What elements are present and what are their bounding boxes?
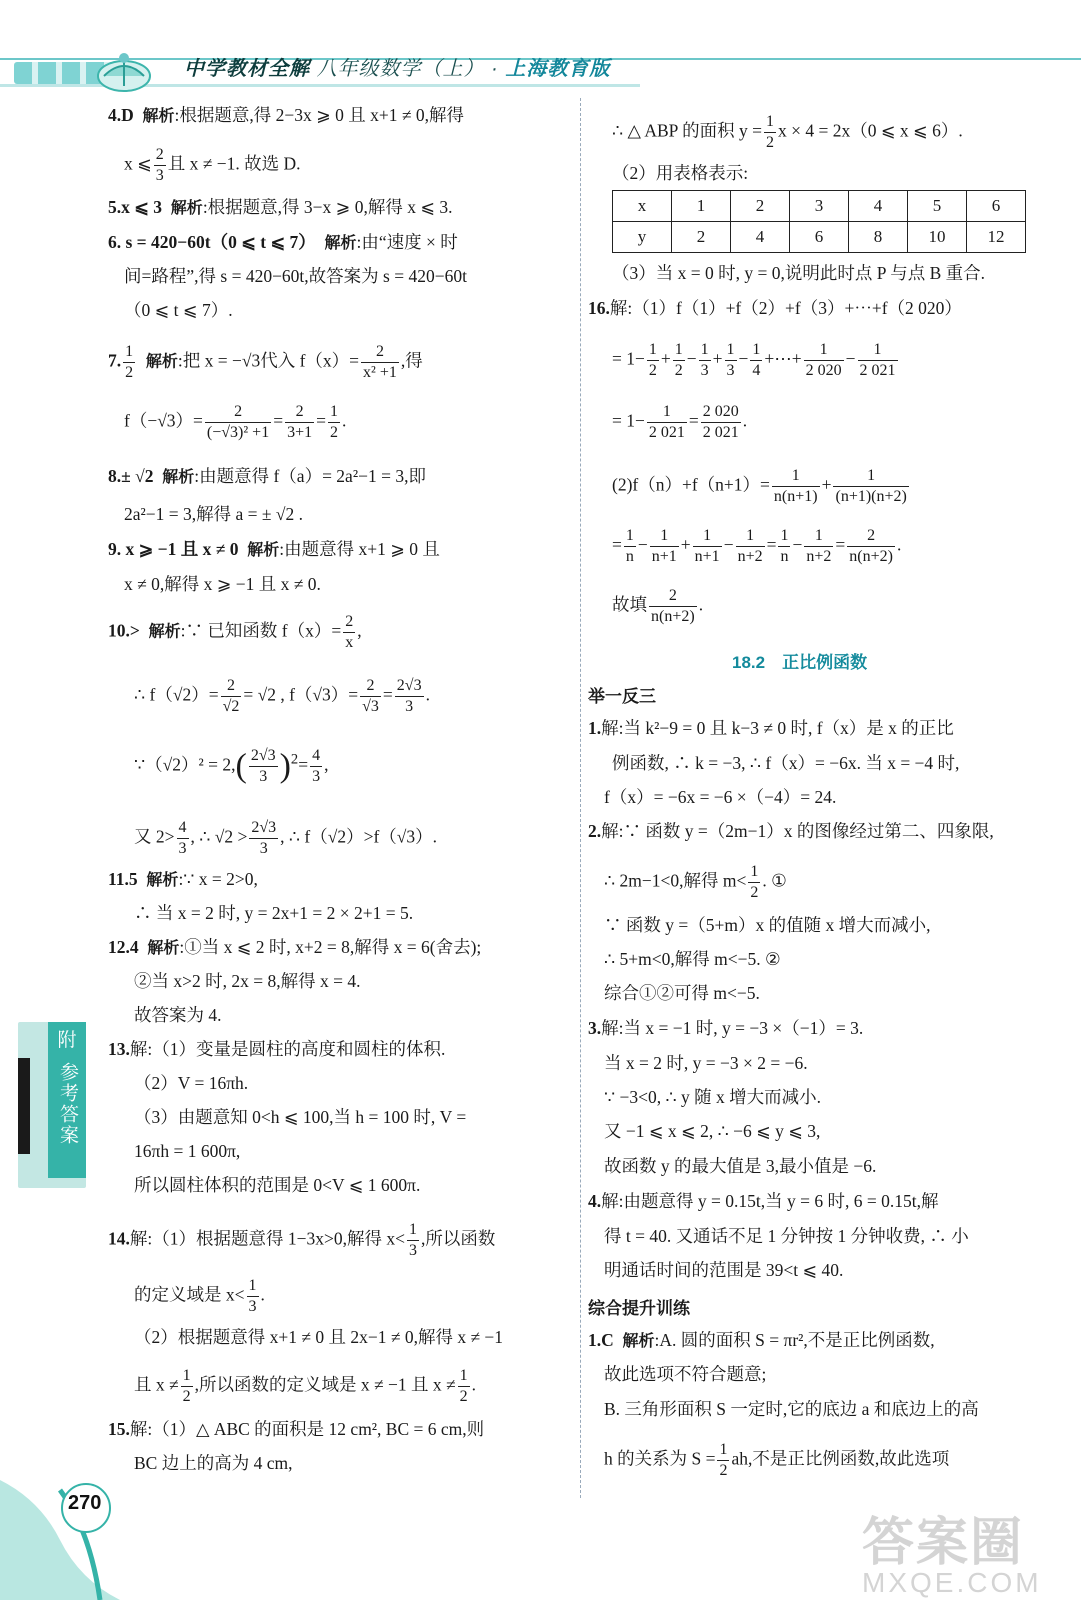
training-1: 1.C 解析:A. 圆的面积 S = πr²,不是正比例函数, [588, 1330, 935, 1350]
page-corner-decoration [0, 1470, 200, 1600]
answer-16-part2: (2)f（n）+f（n+1）= $\frac{1}{n(n+1)}$ + $\frac{1}{(n+1)(n+2)}$ [612, 467, 907, 505]
answer-12-line2: ②当 x>2 时, 2x = 8,解得 x = 4. [134, 971, 361, 991]
practice-4-line3: 明通话时间的范围是 39<t ⩽ 40. [604, 1260, 844, 1280]
answer-5: 5.x ⩽ 3 解析:根据题意,得 3−x ⩾ 0,解得 x ⩽ 3. [108, 197, 453, 217]
answer-11: 11.5 解析:∵ x = 2>0, [108, 869, 258, 889]
answer-16-fill: 故填 $\frac{2}{n(n+2)}$ . [612, 587, 704, 625]
side-tab-label: 附 参考答案 [57, 1030, 78, 1146]
watermark: 答案圈 MXQE.COM [862, 1514, 1042, 1598]
page-header [0, 0, 1081, 95]
answer-14-line3: （2）根据题意得 x+1 ≠ 0 且 2x−1 ≠ 0,解得 x ≠ −1 [134, 1327, 504, 1347]
answer-10-line3: ∵（√2）² = 2,( $\frac{2√3}{3}$ )$^2$= $\frac{4}{3}$ , [134, 747, 329, 785]
practice-3-line4: 又 −1 ⩽ x ⩽ 2, ∴ −6 ⩽ y ⩽ 3, [604, 1121, 821, 1141]
answer-13-line2: （2）V = 16πh. [134, 1073, 249, 1093]
practice-2-line3: ∵ 函数 y =（5+m）x 的值随 x 增大而减小, [604, 915, 931, 935]
appendix-side-tab [18, 1022, 86, 1188]
practice-2: 2.解:∵ 函数 y =（2m−1）x 的图像经过第二、四象限, [588, 821, 994, 841]
practice-4-line2: 得 t = 40. 又通话不足 1 分钟按 1 分钟收费, ∴ 小 [604, 1226, 969, 1246]
answer-6: 6. s = 420−60t（0 ⩽ t ⩽ 7） 解析:由“速度 × 时 [108, 232, 458, 252]
answer-8: 8.± √2 解析:由题意得 f（a）= 2a²−1 = 3,即 [108, 466, 426, 486]
practice-1-line2: 例函数, ∴ k = −3, ∴ f（x）= −6x. 当 x = −4 时, [612, 753, 960, 773]
practice-3: 3.解:当 x = −1 时, y = −3 ×（−1）= 3. [588, 1018, 864, 1038]
answer-8-line2: 2a²−1 = 3,解得 a = ± √2 . [124, 504, 303, 524]
training-1-line4: h 的关系为 S = $\frac{1}{2}$ ah,不是正比例函数,故此选项 [604, 1441, 950, 1479]
answer-7: 7. $\frac{1}{2}$ 解析:把 x = −√3代入 f（x）= $\frac{2}{\text{x² +1}}$ ,得 [108, 343, 423, 381]
practice-3-line3: ∵ −3<0, ∴ y 随 x 增大而减小. [604, 1087, 822, 1107]
table-row-x: x 1 2 3 4 5 6 [613, 191, 1026, 222]
answer-16-sum: = 1− $\frac{1}{2}$ + $\frac{1}{2}$ − $\frac{1}{3}$ + $\frac{1}{3}$ − $\frac{1}{4}$ +⋯+ $\frac{1}{2 020}$ − $\frac{1}{2 021}$ [612, 341, 896, 379]
practice-2-line5: 综合①②可得 m<−5. [604, 983, 760, 1003]
answer-16: 16.解:（1）f（1）+f（2）+f（3）+⋯+f（2 020） [588, 298, 962, 318]
practice-4: 4.解:由题意得 y = 0.15t,当 y = 6 时, 6 = 0.15t,解 [588, 1191, 939, 1211]
answer-12-line3: 故答案为 4. [134, 1005, 222, 1025]
answer-15: 15.解:（1）△ ABC 的面积是 12 cm², BC = 6 cm,则 [108, 1419, 485, 1439]
practice-2-line2: ∴ 2m−1<0,解得 m< $\frac{1}{2}$ . ① [604, 863, 787, 901]
answer-15-table-label: （2）用表格表示: [612, 163, 749, 183]
answer-4-cont: x ⩽ $\frac{2}{3}$ 且 x ≠ −1. 故选 D. [124, 146, 301, 184]
answer-10-line2: ∴ f（√2）= $\frac{2}{√2}$ = √2 , f（√3）= $\frac{2}{√3}$ = $\frac{2√3}{3}$ . [134, 677, 430, 715]
answer-6-line3: （0 ⩽ t ⩽ 7）. [124, 300, 233, 320]
answer-13-line4: 16πh = 1 600π, [134, 1141, 241, 1161]
header-brand: 中学教材全解 [184, 58, 310, 80]
fraction: $\frac{2}{3}$ [155, 146, 164, 184]
answer-14-line2: 的定义域是 x< $\frac{1}{3}$ . [134, 1277, 265, 1315]
practice-2-line4: ∴ 5+m<0,解得 m<−5. ② [604, 949, 781, 969]
practice-3-line2: 当 x = 2 时, y = −3 × 2 = −6. [604, 1053, 808, 1073]
column-divider [580, 98, 581, 1498]
table-row-y: y 2 4 6 8 10 12 [613, 222, 1026, 253]
training-1-line3: B. 三角形面积 S 一定时,它的底边 a 和底边上的高 [604, 1399, 979, 1419]
answer-15-part3: （3）当 x = 0 时, y = 0,说明此时点 P 与点 B 重合. [612, 263, 985, 283]
value-table [612, 190, 1026, 253]
answer-13-line3: （3）由题意知 0<h ⩽ 100,当 h = 100 时, V = [134, 1107, 467, 1127]
book-logo-icon [94, 46, 154, 94]
answer-15-area: ∴ △ ABP 的面积 y = $\frac{1}{2}$ x × 4 = 2x（0 ⩽ x ⩽ 6）. [612, 113, 963, 151]
answer-7-calc: f（−√3）= $\frac{2}{\text{(−√3)² +1}}$ = $\frac{2}{3+1}$ = $\frac{1}{2}$ . [124, 403, 347, 441]
subsection-jyfs: 举一反三 [588, 687, 656, 706]
answer-16-part2-calc: = $\frac{1}{n}$ − $\frac{1}{n+1}$ + $\frac{1}{n+1}$ − $\frac{1}{n+2}$ = $\frac{1}{n}$ − $\frac{1}{n+2}$ = $\frac{2}{n(n+2)}$ . [612, 527, 902, 565]
header-title: 中学教材全解 八年级数学（上） · 上海教育版 [184, 58, 611, 80]
side-tab-marker [18, 1058, 30, 1154]
answer-6-line2: 间=路程”,得 s = 420−60t,故答案为 s = 420−60t [124, 266, 467, 286]
answer-9: 9. x ⩾ −1 且 x ≠ 0 解析:由题意得 x+1 ⩾ 0 且 [108, 539, 440, 559]
answer-9-line2: x ≠ 0,解得 x ⩾ −1 且 x ≠ 0. [124, 574, 321, 594]
answer-13-line5: 所以圆柱体积的范围是 0<V ⩽ 1 600π. [134, 1175, 421, 1195]
training-1-line2: 故此选项不符合题意; [604, 1364, 767, 1384]
answer-15-line2: BC 边上的高为 4 cm, [134, 1453, 293, 1473]
section-title: 18.2 正比例函数 [732, 653, 868, 672]
answer-14: 14.解:（1）根据题意得 1−3x>0,解得 x< $\frac{1}{3}$ ,所以函数 [108, 1221, 496, 1259]
answer-14-line4: 且 x ≠ $\frac{1}{2}$ ,所以函数的定义域是 x ≠ −1 且 x ≠ $\frac{1}{2}$ . [134, 1367, 476, 1405]
answer-16-result: = 1− $\frac{1}{2 021}$ = $\frac{2 020}{2 021}$ . [612, 403, 748, 441]
header-edition: 上海教育版 [505, 58, 611, 80]
subsection-zhts: 综合提升训练 [588, 1299, 690, 1318]
answer-10-line4: 又 2> $\frac{4}{3}$ , ∴ √2 > $\frac{2√3}{3}$ , ∴ f（√2）>f（√3）. [134, 819, 438, 857]
practice-1: 1.解:当 k²−9 = 0 且 k−3 ≠ 0 时, f（x）是 x 的正比 [588, 718, 954, 738]
answer-10: 10.> 解析:∵ 已知函数 f（x）= $\frac{2}{x}$ , [108, 613, 362, 651]
header-subject: 八年级数学（上） [316, 58, 485, 80]
practice-1-line3: f（x）= −6x = −6 ×（−4）= 24. [604, 787, 837, 807]
answer-13: 13.解:（1）变量是圆柱的高度和圆柱的体积. [108, 1039, 446, 1059]
answer-4: 4.D 解析:根据题意,得 2−3x ⩾ 0 且 x+1 ≠ 0,解得 [108, 105, 465, 125]
answer-12: 12.4 解析:①当 x ⩽ 2 时, x+2 = 8,解得 x = 6(舍去); [108, 937, 482, 957]
page-number: 270 [68, 1492, 102, 1514]
practice-3-line5: 故函数 y 的最大值是 3,最小值是 −6. [604, 1156, 877, 1176]
answer-11-line2: ∴ 当 x = 2 时, y = 2x+1 = 2 × 2+1 = 5. [134, 903, 414, 923]
